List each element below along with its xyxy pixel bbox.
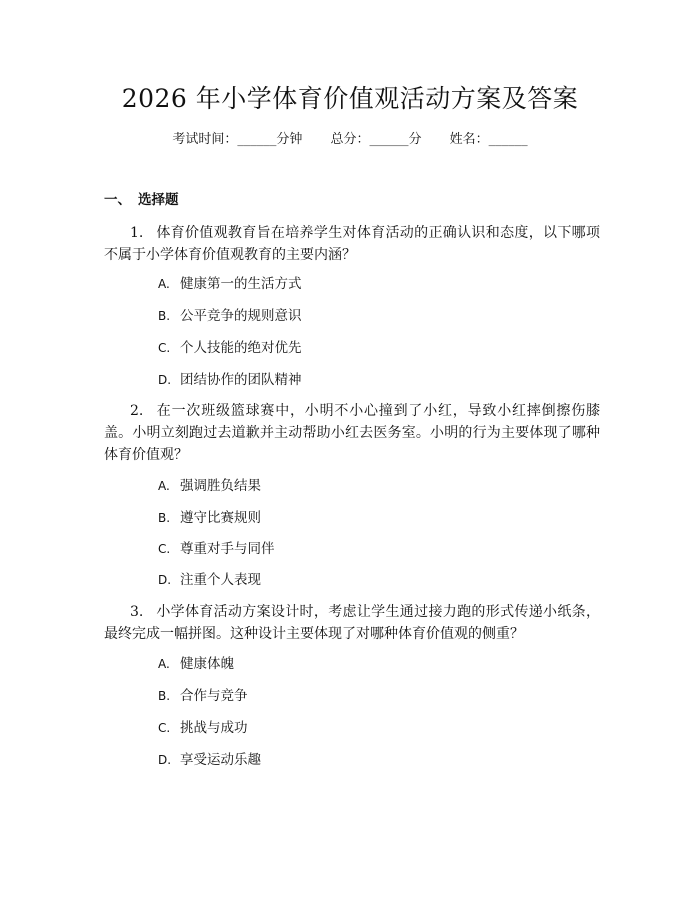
question-text: 体育价值观教育旨在培养学生对体育活动的正确认识和态度，以下哪项不属于小学体育价值观教育的主要内涵？: [104, 225, 600, 263]
option-text: 合作与竞争: [180, 688, 248, 704]
option-text: 健康体魄: [180, 656, 234, 672]
exam-info-line: [0, 130, 700, 150]
question-1-option-b: [158, 306, 302, 326]
option-letter: D.: [158, 373, 172, 387]
option-text: 健康第一的生活方式: [180, 276, 302, 292]
question-2: [104, 400, 600, 466]
option-letter: D.: [158, 753, 172, 767]
option-letter: A.: [158, 479, 170, 493]
section-title: 选择题: [138, 192, 179, 208]
option-text: 个人技能的绝对优先: [180, 340, 302, 356]
option-text: 挑战与成功: [180, 720, 248, 736]
option-text: 尊重对手与同伴: [180, 541, 275, 557]
question-1-option-a: [158, 274, 302, 294]
total-score-field: [330, 130, 421, 150]
option-letter: A.: [158, 277, 170, 291]
question-3-option-b: [158, 686, 248, 706]
question-2-option-a: [158, 476, 261, 496]
option-letter: B.: [158, 511, 171, 525]
question-2-option-b: [158, 508, 261, 528]
option-text: 团结协作的团队精神: [180, 372, 302, 388]
question-3-option-c: [158, 718, 248, 738]
option-text: 强调胜负结果: [180, 478, 261, 494]
exam-time-field: [172, 130, 302, 150]
exam-time-label: 考试时间：: [172, 132, 238, 147]
option-letter: C.: [158, 542, 171, 556]
option-letter: C.: [158, 721, 171, 735]
question-3: [104, 601, 600, 645]
option-letter: D.: [158, 573, 172, 587]
option-text: 注重个人表现: [180, 572, 261, 588]
page-title: 2026 年小学体育价值观活动方案及答案: [121, 84, 579, 113]
section-number: 一、: [104, 192, 131, 208]
option-letter: A.: [158, 657, 170, 671]
question-number: 1.: [130, 225, 144, 241]
question-3-option-a: [158, 654, 234, 674]
total-score-blank: ______: [369, 132, 409, 147]
option-text: 享受运动乐趣: [180, 752, 261, 768]
question-number: 3.: [130, 604, 144, 620]
name-label: 姓名：: [449, 132, 489, 147]
exam-time-unit: 分钟: [276, 132, 303, 147]
question-text: 在一次班级篮球赛中，小明不小心撞到了小红，导致小红摔倒擦伤膝盖。小明立刻跑过去道歉并主动帮助小红去医务室。小明的行为主要体现了哪种体育价值观？: [104, 403, 600, 463]
option-letter: C.: [158, 341, 171, 355]
question-number: 2.: [130, 403, 144, 419]
total-score-unit: 分: [408, 132, 422, 147]
name-field: [450, 130, 528, 150]
question-1-option-d: [158, 370, 302, 390]
question-1-option-c: [158, 338, 302, 358]
option-text: 公平竞争的规则意识: [180, 308, 302, 324]
total-score-label: 总分：: [330, 132, 370, 147]
name-blank: ______: [488, 132, 528, 147]
option-letter: B.: [158, 309, 171, 323]
question-2-option-d: [158, 570, 261, 590]
section-heading: [104, 190, 179, 210]
question-3-option-d: [158, 750, 261, 770]
option-letter: B.: [158, 689, 171, 703]
question-text: 小学体育活动方案设计时，考虑让学生通过接力跑的形式传递小纸条，最终完成一幅拼图。这种设计主要体现了对哪种体育价值观的侧重？: [104, 604, 600, 642]
exam-time-blank: ______: [237, 132, 277, 147]
option-text: 遵守比赛规则: [180, 510, 261, 526]
question-1: [104, 222, 600, 266]
question-2-option-c: [158, 539, 275, 559]
